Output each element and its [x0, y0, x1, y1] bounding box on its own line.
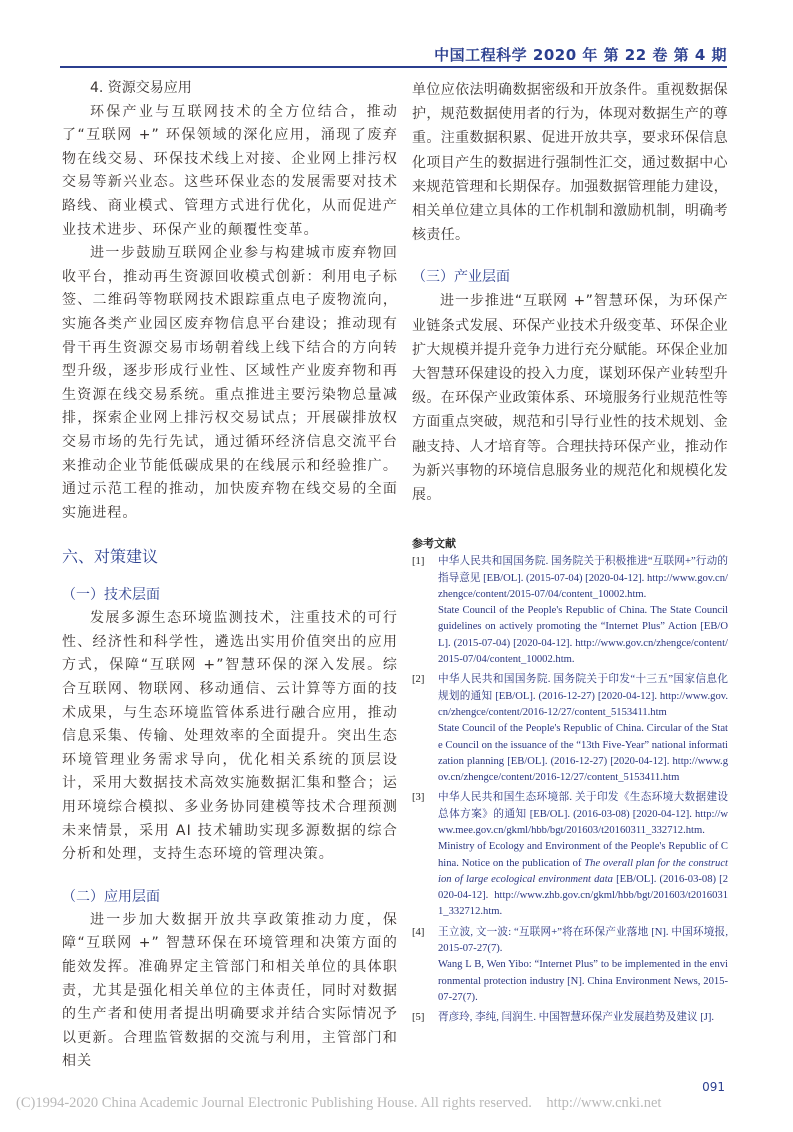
right-column [412, 77, 728, 1027]
reference-list [412, 554, 728, 1026]
reference-number: [3] [412, 792, 425, 804]
reference-number: [5] [412, 1012, 425, 1024]
subsection-title: （二）应用层面 [62, 888, 160, 905]
reference-item [412, 1010, 728, 1026]
paragraph: 进一步加大数据开放共享政策推动力度，保障“互联网 +” 智慧环保在环境管理和决策方面的能效发挥。准确界定主管部门和相关单位的具体职责，尤其是强化相关单位的主体责任，同时对数据的生产者和使用者提出明确要求并结合实际情况予以更新。合理监管数据的交流与利用，主管部门和相关 [62, 911, 398, 1070]
reference-zh: 中华人民共和国国务院. 国务院关于印发“十三五”国家信息化规划的通知 [EB/OL]. (2016-12-27) [2020-04-12]. http://www.gov.cn/zhengce/content/2016-12/27/content_5153411.htm [438, 674, 728, 718]
reference-en: Wang L B, Wen Yibo: “Internet Plus” to be implemented in the environmental protection industry [N]. China Environment News, 2015-07-27(7). [438, 959, 728, 1003]
reference-item [412, 672, 728, 786]
reference-zh: 中华人民共和国生态环境部. 关于印发《生态环境大数据建设总体方案》的通知 [EB/OL]. (2016-03-08) [2020-04-12]. http://www.mee.gov.cn/gkml/hbb/bgt/201603/t20160311_332712.htm. [438, 792, 728, 836]
paragraph: 单位应依法明确数据密级和开放条件。重视数据保护，规范数据使用者的行为，体现对数据生产的尊重。注重数据积累、促进开放共享，要求环保信息化项目产生的数据进行强制性汇交，通过数据中心来规范管理和长期保存。加强数据管理能力建设，相关单位建立具体的工作机制和激励机制，明确考核责任。 [412, 82, 728, 244]
reference-en: State Council of the People's Republic of China. Circular of the State Council on the issuance of the “13th Five-Year” national informatization planning [EB/OL]. (2016-12-27) [2020-04-12]. http://www.gov.cn/zhengce/content/2016-12/27/content_5153411.htm [438, 723, 728, 784]
page-number: 091 [702, 1079, 725, 1094]
reference-item [412, 790, 728, 920]
page-footer [0, 1074, 793, 1132]
reference-number: [2] [412, 674, 425, 686]
reference-en: State Council of the People's Republic of China. The State Council guidelines on actively promoting the “Internet Plus” Action [EB/OL]. (2015-07-04) [2020-04-12]. http://www.gov.cn/zhengce/content/2015-07/04/content_10002.htm. [438, 605, 728, 666]
paragraph: 发展多源生态环境监测技术，注重技术的可行性、经济性和科学性，遴选出实用价值突出的应用方式，保障“互联网 +”智慧环保的深入发展。综合互联网、物联网、移动通信、云计算等方面的技术成果，与生态环境监管体系进行融合应用，推动信息采集、传输、处理效率的全面提升。突出生态环境管理业务需求导向，优化相关系统的顶层设计，采用大数据技术高效实施数据汇集和整合；运用环境综合模拟、多业务协同建模等技术合理预测未来情景，采用 AI 技术辅助实现多源数据的综合分析和处理，支持生态环境的管理决策。 [62, 610, 398, 863]
paragraph: 进一步鼓励互联网企业参与构建城市废弃物回收平台，推动再生资源回收模式创新：利用电子标签、二维码等物联网技术跟踪重点电子废物流向，实施各类产业园区废弃物信息平台建设；推动现有骨干再生资源交易市场朝着线上线下结合的方向转型升级，逐步形成行业性、区域性产业废弃物和再生资源在线交易系统。重点推进主要污染物总量减排，探索企业网上排污权交易试点；开展碳排放权交易市场的先行先试，通过循环经济信息交流平台来推动企业节能低碳成果的在线展示和经验推广。通过示范工程的推动，加快废弃物在线交易的全面实施进程。 [62, 245, 398, 521]
reference-en: Ministry of Ecology and Environment of the People's Republic of China. Notice on the publication of The overall plan for the construction of large ecological environment data [EB/OL]. (2016-03-08) [2020-04-12]. http://www.zhb.gov.cn/gkml/hbb/bgt/201603/t20160311_332712.htm. [438, 841, 729, 918]
header-rule [60, 66, 727, 68]
reference-number: [4] [412, 926, 425, 938]
reference-zh: 王立波, 文一波: “互联网+”将在环保产业落地 [N]. 中国环境报, 2015-07-27(7). [438, 926, 728, 955]
paragraph: 环保产业与互联网技术的全方位结合，推动了“互联网 +” 环保领域的深化应用，涌现了废弃物在线交易、环保技术线上对接、企业网上排污权交易等新兴业态。这些环保业态的发展需要对技术路线、商业模式、管理方式进行优化，从而促进产业技术进步、环保产业的颠覆性变革。 [62, 103, 398, 238]
reference-item [412, 925, 728, 1006]
left-column [62, 77, 398, 1074]
reference-item [412, 554, 728, 668]
journal-header: 中国工程科学 2020 年 第 22 卷 第 4 期 [434, 46, 727, 64]
section-title: 六、对策建议 [62, 547, 159, 567]
reference-number: [1] [412, 556, 425, 568]
subsection-title: （三）产业层面 [412, 269, 510, 286]
reference-zh: 胥彦玲, 李纯, 闫润生. 中国智慧环保产业发展趋势及建议 [J]. [438, 1012, 715, 1024]
subsection-title: 4. 资源交易应用 [90, 80, 192, 96]
references-title: 参考文献 [412, 537, 456, 551]
copyright-watermark: (C)1994-2020 China Academic Journal Electronic Publishing House. All rights reserved. http://www.cnki.net [16, 1094, 662, 1111]
paragraph: 进一步推进“互联网 +”智慧环保，为环保产业链条式发展、环保产业技术升级变革、环保企业扩大规模并提升竞争力进行充分赋能。环保企业加大智慧环保建设的投入力度，谋划环保产业转型升级。在环保产业政策体系、环境服务行业规范性等方面重点突破，规范和引导行业性的技术规划、金融支持、人才培育等。合理扶持环保产业，推动作为新兴事物的环境信息服务业的规范化和规模化发展。 [412, 293, 728, 504]
reference-zh: 中华人民共和国国务院. 国务院关于积极推进“互联网+”行动的指导意见 [EB/OL]. (2015-07-04) [2020-04-12]. http://www.gov.cn/zhengce/content/2015-07/04/content_10002.htm. [438, 556, 728, 600]
subsection-title: （一）技术层面 [62, 587, 160, 604]
